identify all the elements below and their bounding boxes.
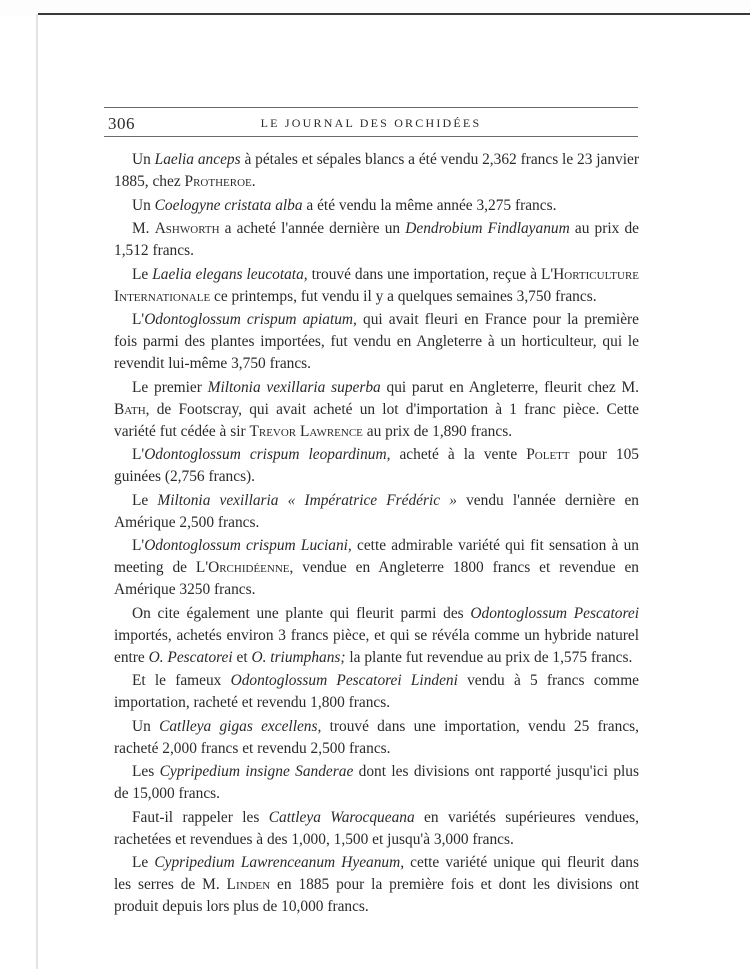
text-run: au prix de 1,890 francs. — [362, 422, 513, 440]
proper-name: Linden — [226, 876, 271, 893]
text-run: qui avait fleuri en France pour la première fois parmi des plantes importées, fut vendu en Angleterre à un horticulteur, qui le revendit lui-même 3,750 francs. — [114, 311, 639, 372]
species-name: Miltonia vexillaria « Impératrice Frédéric » — [157, 491, 457, 509]
paragraph — [114, 264, 639, 308]
text-run: a acheté l'année dernière un — [219, 220, 406, 237]
species-name: Cattleya Warocqueana — [268, 808, 415, 826]
text-run: Faut-il rappeler les — [132, 808, 269, 826]
species-name: O. Pescatorei — [148, 648, 233, 666]
text-run: vendu à 5 francs comme importation, racheté et revendu 1,800 francs. — [114, 672, 639, 711]
species-name: Coelogyne cristata alba — [154, 196, 303, 214]
text-run: trouvé dans une importation, vendu 25 francs, racheté 2,000 francs et revendu 2,500 francs. — [114, 717, 640, 757]
species-name: O. triumphans; — [251, 648, 346, 666]
species-name: Laelia elegans leucotata, — [152, 265, 308, 283]
species-name: Odontoglossum Pescatorei Lindeni — [230, 672, 458, 689]
paragraph — [114, 716, 639, 760]
text-run: a été vendu la même année 3,275 francs. — [302, 196, 557, 214]
text-run: Un — [132, 717, 160, 735]
text-run: la plante fut revendue au prix de 1,575 francs. — [345, 648, 633, 666]
species-name: Dendrobium Findlayanum — [405, 220, 570, 237]
text-run: vendu l'année dernière en Amérique 2,500 francs. — [114, 491, 639, 531]
species-name: Miltonia vexillaria superba — [207, 378, 381, 396]
paragraph — [114, 852, 639, 918]
text-run: à pétales et sépales blancs a été vendu 2,362 francs le 23 janvier 1885, chez — [114, 151, 639, 190]
paragraph — [114, 761, 639, 805]
text-run: Le — [132, 854, 155, 871]
text-run: cette variété unique qui fleurit dans les serres de M. — [114, 854, 639, 893]
page-number: 306 — [108, 114, 135, 133]
text-run: ce printemps, fut vendu il y a quelques semaines 3,750 francs. — [210, 287, 597, 305]
text-run: . — [251, 173, 256, 190]
text-run: L' — [132, 537, 145, 554]
text-run: On cite également une plante qui fleurit parmi des — [132, 604, 471, 622]
species-name: Laelia anceps — [154, 151, 241, 168]
text-run: Les — [132, 763, 160, 780]
text-run: trouvé dans une importation, reçue à L' — [307, 265, 554, 283]
text-run: L' — [132, 311, 145, 328]
species-name: Cypripedium insigne Sanderae — [159, 763, 354, 780]
proper-name: Trevor Lawrence — [249, 422, 363, 440]
proper-name: Bath — [114, 400, 146, 418]
proper-name: Horticulture Internationale — [114, 265, 639, 305]
text-run: au prix de 1,512 francs. — [114, 220, 639, 259]
paragraph — [114, 149, 639, 193]
text-run: , de Footscray, qui avait acheté un lot d'importation à 1 franc pièce. Cette variété fut cédée à sir — [114, 400, 639, 440]
text-run: cette admirable variété qui fit sensation à un meeting de L' — [114, 537, 639, 576]
text-run: en variétés supérieures vendues, rachetées et revendues à des 1,000, 1,500 et jusqu'à 3,000 francs. — [114, 808, 639, 848]
text-run: Le premier — [132, 378, 208, 396]
paragraph — [114, 670, 639, 714]
text-run: M. — [132, 220, 155, 237]
species-name: Odontoglossum crispum leopardinum, — [144, 446, 391, 463]
paragraph — [114, 490, 639, 534]
running-head: LE JOURNAL DES ORCHIDÉES — [260, 116, 482, 130]
species-name: Catlleya gigas excellens, — [159, 717, 322, 735]
header-rule-top — [104, 107, 638, 108]
paragraph — [114, 377, 639, 443]
proper-name: Ashworth — [154, 220, 220, 237]
text-run: et — [232, 648, 252, 666]
text-run: acheté à la vente — [390, 446, 527, 463]
text-run: L' — [132, 446, 145, 463]
text-run: en 1885 pour la première fois et dont les divisions ont produit depuis lors plus de 10,000 francs. — [114, 876, 640, 915]
body-text — [114, 149, 639, 920]
species-name: Odontoglossum crispum apiatum, — [144, 311, 357, 328]
text-run: Un — [132, 196, 155, 214]
scan-edge-shadow — [36, 14, 38, 969]
text-run: , vendue en Angleterre 1800 francs et revendue en Amérique 3250 francs. — [114, 559, 639, 598]
text-run: pour 105 guinées (2,756 francs). — [114, 446, 639, 485]
species-name: Odontoglossum crispum Luciani, — [144, 537, 352, 554]
text-run: dont les divisions ont rapporté jusqu'ici plus de 15,000 francs. — [114, 763, 639, 802]
paragraph — [114, 807, 639, 851]
paragraph — [114, 603, 639, 669]
text-run: Un — [132, 151, 155, 168]
species-name: Cypripedium Lawrenceanum Hyeanum, — [154, 854, 405, 871]
header-rule-bottom — [104, 136, 638, 137]
text-run: qui parut en Angleterre, fleurit chez M. — [380, 378, 640, 396]
paragraph — [114, 218, 639, 262]
paragraph — [114, 309, 639, 375]
proper-name: Orchidéenne — [208, 559, 290, 576]
text-run: Le — [132, 491, 158, 509]
text-run: importés, achetés environ 3 francs pièce, et qui se révéla comme un hybride naturel entre — [114, 626, 639, 666]
proper-name: Polett — [526, 446, 570, 463]
species-name: Odontoglossum Pescatorei — [470, 604, 639, 622]
paragraph — [114, 535, 639, 601]
paragraph — [114, 444, 639, 488]
text-run: Et le fameux — [132, 672, 231, 689]
scan-edge-line — [38, 13, 750, 15]
paragraph — [114, 195, 639, 217]
text-run: Le — [132, 265, 153, 283]
proper-name: Protheroe — [184, 173, 252, 190]
